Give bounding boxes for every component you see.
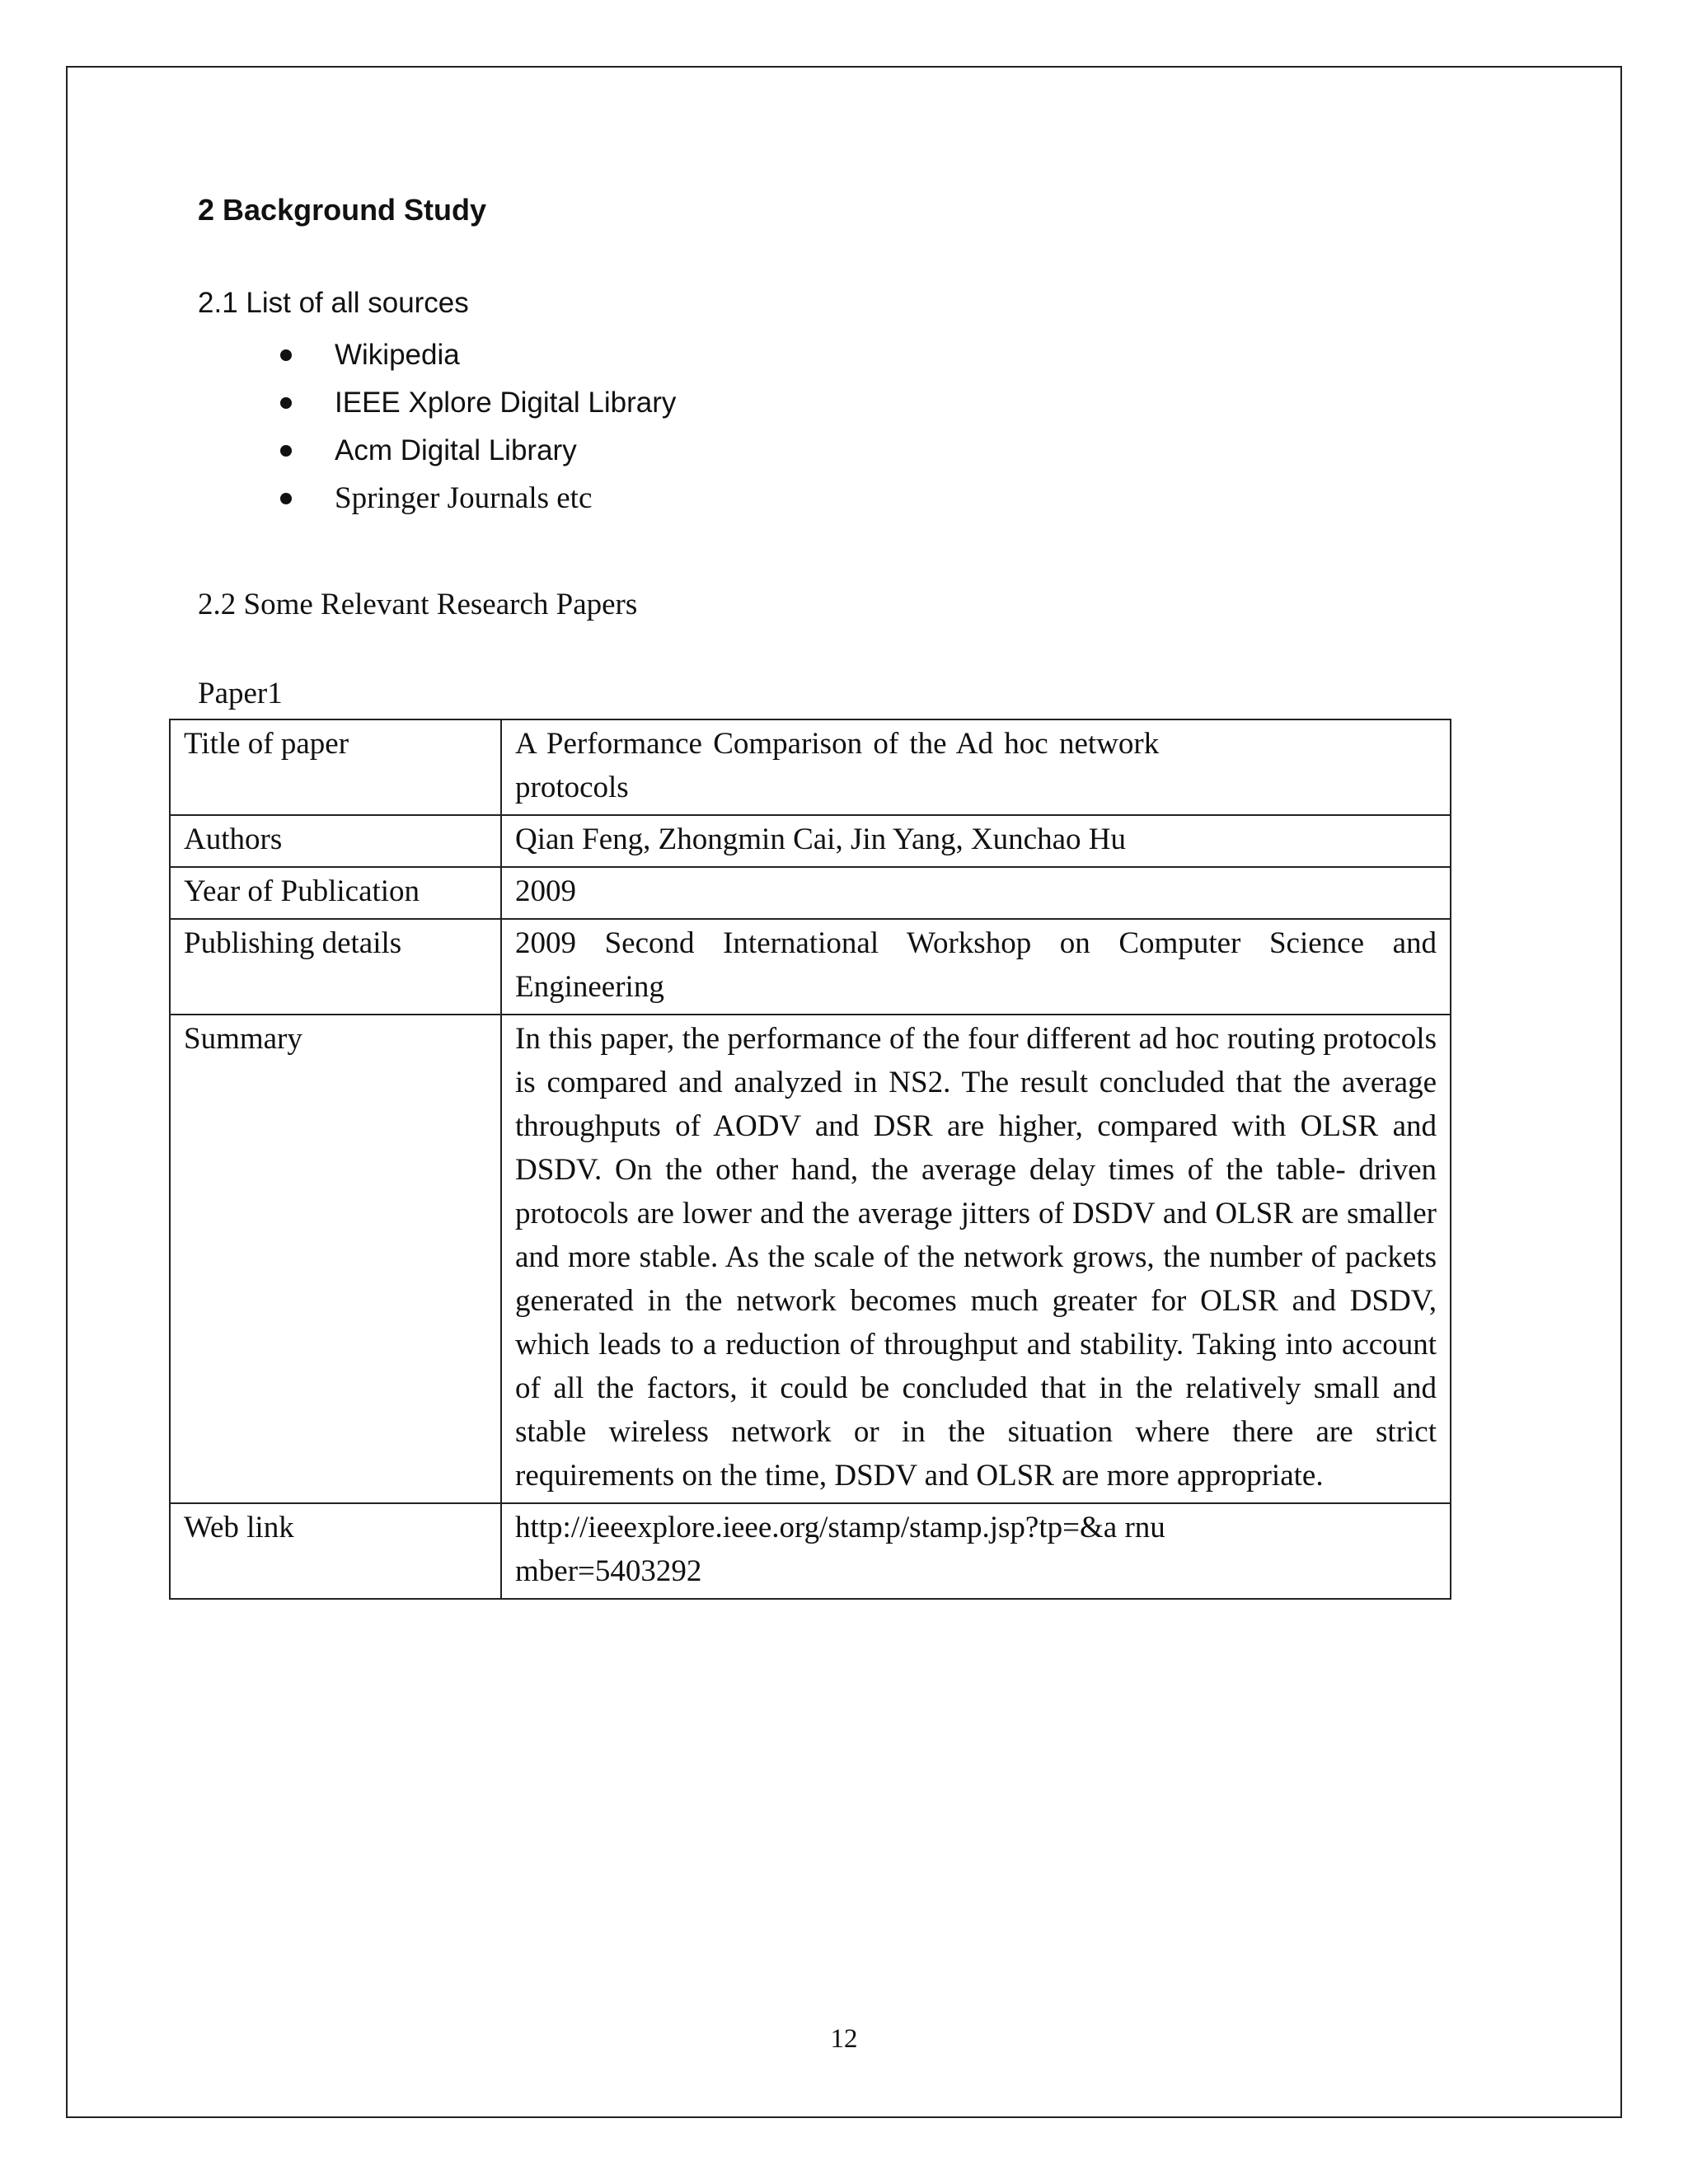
table-row [170,919,1451,1015]
row-label: Summary [170,1015,501,1503]
table-row [170,1015,1451,1503]
source-item-label: Springer Journals etc [335,481,593,515]
papers-heading: 2.2 Some Relevant Research Papers [198,588,638,621]
list-item [280,379,676,427]
section-title: 2 Background Study [198,193,487,227]
row-label: Year of Publication [170,867,501,919]
source-item-label: IEEE Xplore Digital Library [335,387,677,419]
page-number: 12 [830,2024,858,2054]
bullet-icon [280,349,292,361]
row-label: Authors [170,815,501,867]
bullet-icon [280,397,292,409]
web-link[interactable]: http://ieeexplore.ieee.org/stamp/stamp.jsp?tp=&a rnumber=5403292 [501,1503,1451,1599]
list-item [280,427,676,475]
row-label: Title of paper [170,719,501,815]
table-row [170,719,1451,815]
sources-heading: 2.1 List of all sources [198,287,469,319]
source-list [280,331,676,523]
paper-label: Paper1 [198,677,283,710]
source-item-label: Acm Digital Library [335,434,577,466]
row-value: 2009 [501,867,1451,919]
row-value: Qian Feng, Zhongmin Cai, Jin Yang, Xunchao Hu [501,815,1451,867]
source-item-label: Wikipedia [335,339,460,371]
list-item [280,331,676,379]
table-row [170,1503,1451,1599]
paper-details-table [169,719,1451,1600]
table-row [170,867,1451,919]
row-label: Web link [170,1503,501,1599]
row-value: A Performance Comparison of the Ad hoc network protocols [501,719,1451,815]
bullet-icon [280,445,292,457]
row-label: Publishing details [170,919,501,1015]
bullet-icon [280,493,292,504]
summary-text: In this paper, the performance of the four different ad hoc routing protocols is compared and analyzed in NS2. The result concluded that the average throughputs of AODV and DSR are higher, compared with OLSR and DSDV. On the other hand, the average delay times of the table- driven protocols are lower and the average jitters of DSDV and OLSR are smaller and more stable. As the scale of the network grows, the number of packets generated in the network becomes much greater for OLSR and DSDV, which leads to a reduction of throughput and stability. Taking into account of all the factors, it could be concluded that in the relatively small and stable wireless network or in the situation where there are strict requirements on the time, DSDV and OLSR are more appropriate. [501,1015,1451,1503]
row-value: 2009 Second International Workshop on Computer Science and Engineering [501,919,1451,1015]
table-row [170,815,1451,867]
list-item [280,475,676,523]
